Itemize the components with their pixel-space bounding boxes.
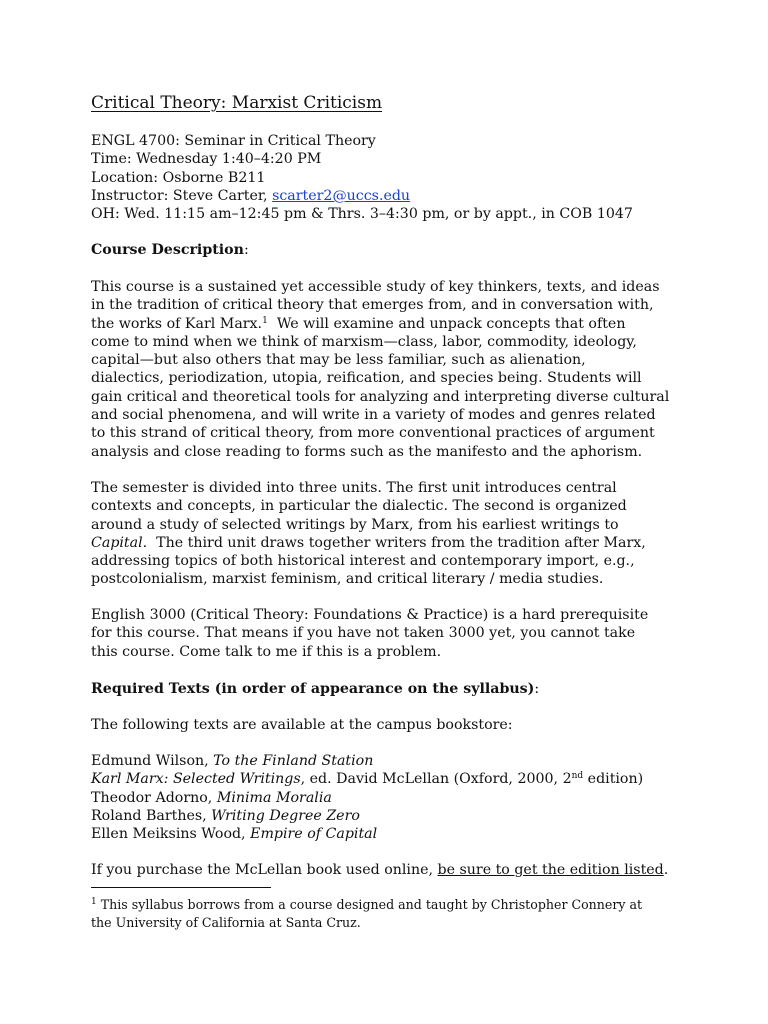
text-line [91,315,691,333]
text-line: postcolonialism, marxist feminism, and critical literary / media studies. [91,571,604,588]
text-line [91,534,691,552]
text-line: analysis and close reading to forms such as the manifesto and the aphorism. [91,443,643,460]
book-title: Writing Degree Zero [211,807,360,824]
course-time: Time: Wednesday 1:40–4:20 PM [91,151,322,168]
book-title: Minima Moralia [216,789,332,806]
required-texts-heading [91,680,691,698]
text-line: capital—but also others that may be less familiar, such as alienation, [91,352,586,369]
text-segment: the works of Karl Marx. [91,315,263,332]
course-info [91,132,691,223]
purchase-note-emphasis: be sure to get the edition listed [437,862,664,878]
required-texts-title: Required Texts (in order of appearance on the syllabus) [91,681,535,697]
footnote-marker: 1 [262,315,268,326]
instructor-email-link[interactable]: scarter2@uccs.edu [272,187,411,204]
instructor-label: Instructor: Steve Carter, [91,187,273,204]
text-line: gain critical and theoretical tools for analyzing and interpreting diverse cultural [91,388,670,405]
text-line: for this course. That means if you have not taken 3000 yet, you cannot take [91,625,636,642]
footnote-text: the University of California at Santa Cruz. [91,915,361,930]
course-description-paragraph-2 [91,479,691,589]
required-texts-colon: : [534,681,540,697]
text-segment-italic: Capital. [91,534,148,551]
purchase-note [91,861,691,879]
book-item [91,825,691,843]
text-line: in the tradition of critical theory that emerges from, and in conversation with, [91,297,654,314]
book-item [91,752,691,770]
book-author: Roland Barthes, [91,807,212,824]
text-line: around a study of selected writings by Marx, from his earliest writings to [91,516,619,533]
book-author: Edmund Wilson, [91,753,214,769]
book-author: Theodor Adorno, [91,789,217,806]
book-item [91,789,691,807]
course-description-paragraph-3 [91,606,691,661]
required-texts-intro [91,716,691,734]
book-title: Karl Marx: Selected Writings [91,771,301,788]
book-list [91,752,691,843]
page-title: Critical Theory: Marxist Criticism [91,93,383,113]
book-item [91,770,691,788]
course-description-heading [91,241,691,259]
book-author: Ellen Meiksins Wood, [91,826,251,843]
purchase-note-period: . [663,862,669,878]
footnote-text: This syllabus borrows from a course designed and taught by Christopher Connery at [96,897,643,912]
text-line: This course is a sustained yet accessible study of key thinkers, texts, and ideas [91,279,660,295]
text-line: to this strand of critical theory, from more conventional practices of argument [91,425,655,442]
footnote [91,896,691,932]
text-line: contexts and concepts, in particular the dialectic. The second is organized [91,498,627,515]
text-line: addressing topics of both historical interest and contemporary import, e.g., [91,553,635,570]
text-line: this course. Come talk to me if this is a problem. [91,643,442,660]
footnote-divider [91,887,271,888]
course-location: Location: Osborne B211 [91,169,266,186]
text-segment: The third unit draws together writers from the tradition after Marx, [156,534,646,551]
text-line: The following texts are available at the campus bookstore: [91,717,513,733]
edition-superscript: nd [571,771,584,782]
instructor-line [91,187,691,205]
course-name: ENGL 4700: Seminar in Critical Theory [91,133,376,149]
book-details: , ed. David McLellan (Oxford, 2000, 2 [300,771,572,788]
footnote-number: 1 [91,897,97,907]
book-title: Empire of Capital [250,826,378,843]
course-description-title: Course Description [91,242,244,258]
course-description-paragraph-1 [91,278,691,461]
text-line: come to mind when we think of marxism—class, labor, commodity, ideology, [91,333,637,350]
book-title: To the Finland Station [213,753,374,769]
book-details: edition) [583,771,644,788]
text-line: The semester is divided into three units. The first unit introduces central [91,480,617,496]
purchase-note-text: If you purchase the McLellan book used online, [91,862,438,878]
text-segment: We will examine and unpack concepts that often [276,315,626,332]
book-item [91,807,691,825]
text-line: dialectics, periodization, utopia, reification, and species being. Students will [91,370,642,387]
text-line: English 3000 (Critical Theory: Foundations & Practice) is a hard prerequisite [91,607,649,623]
course-description-colon: : [243,242,249,258]
office-hours: OH: Wed. 11:15 am–12:45 pm & Thrs. 3–4:30 pm, or by appt., in COB 1047 [91,206,633,223]
text-line: and social phenomena, and will write in a variety of modes and genres related [91,407,656,424]
